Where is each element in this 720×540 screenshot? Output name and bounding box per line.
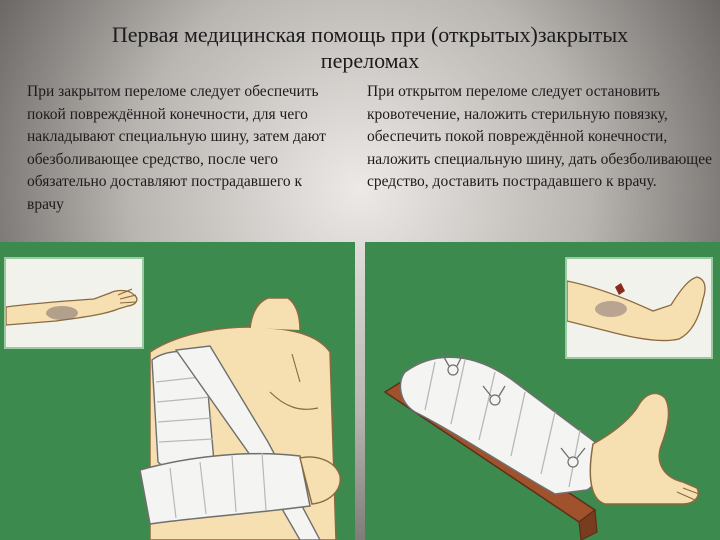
open-fracture-text: При открытом переломе следует остановить кровотечение, наложить стерильную повязку, обеспечить покой повреждённой конечности, наложить специальную шину, дать обезболивающее средство, доставить пострадавшего к врачу.	[367, 83, 713, 190]
open-fracture-illustration	[365, 242, 720, 540]
closed-fracture-text: При закрытом переломе следует обеспечить покой повреждённой конечности, для чего накладывают специальную шину, затем дают обезболивающее средство, после чего обязательно доставляют пострадавшего к врачу	[27, 83, 326, 213]
leg-splint-drawing	[365, 242, 720, 540]
slide-title: Первая медицинская помощь при (открытых)закрытых переломах	[111, 22, 629, 73]
closed-fracture-illustration	[0, 242, 355, 540]
arm-sling-drawing	[0, 242, 355, 540]
